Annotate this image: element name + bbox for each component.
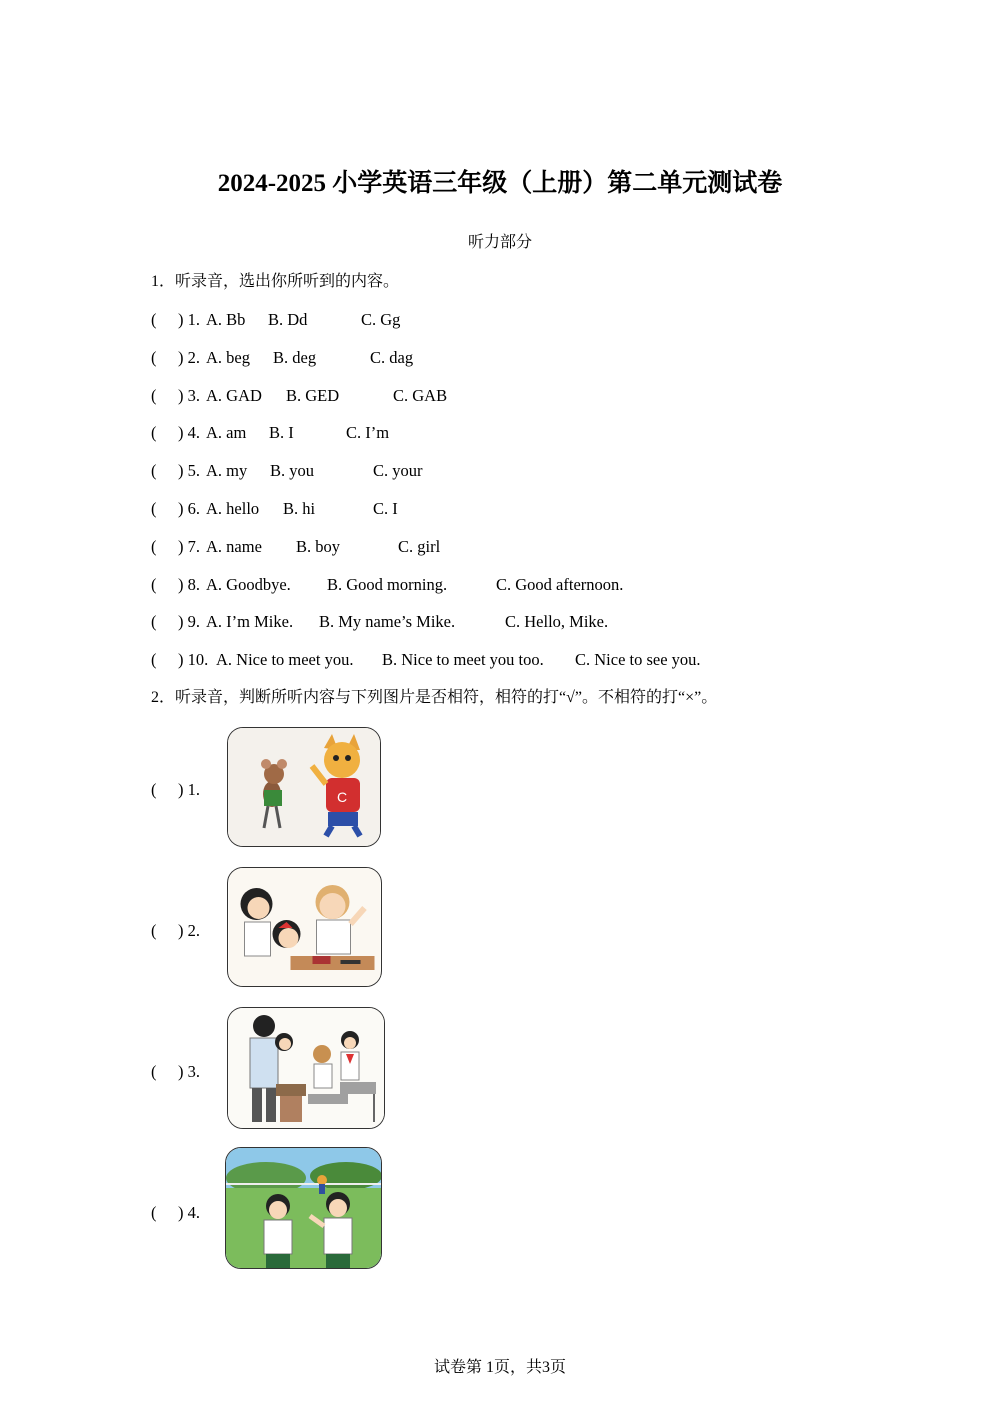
answer-paren: ( [151,650,157,669]
question-2-instruction: 2．听录音，判断所听内容与下列图片是否相符，相符的打“√”。不相符的打“×”。 [151,689,718,706]
option-b: B. Good morning. [327,575,448,594]
item-number: ) 1. [178,780,200,799]
item-number: ) 4. [178,423,200,442]
answer-paren: ( [151,1062,157,1081]
option-b: B. Nice to meet you too. [382,650,544,669]
q2-item-3 [151,1007,451,1131]
item-number: ) 2. [178,921,200,940]
option-a: A. my [206,461,248,480]
option-c: C. your [373,461,423,480]
option-b: B. you [270,461,315,480]
q2-item-2 [151,867,451,989]
option-c: C. girl [398,537,441,556]
answer-paren: ( [151,423,157,442]
option-b: B. I [269,423,294,442]
option-a: A. GAD [206,386,262,405]
answer-paren: ( [151,461,157,480]
option-c: C. I [373,499,398,518]
answer-paren: ( [151,348,157,367]
option-b: B. boy [296,537,341,556]
answer-paren: ( [151,386,157,405]
answer-paren: ( [151,1203,157,1222]
q1-item-8 [151,573,911,597]
picture-illustration [226,1148,381,1268]
option-a: A. Nice to meet you. [216,650,354,669]
item-number: ) 3. [178,386,200,405]
answer-paren: ( [151,921,157,940]
option-a: A. I’m Mike. [206,612,294,631]
option-c: C. I’m [346,423,390,442]
item-number: ) 7. [178,537,200,556]
option-a: A. Bb [206,310,246,329]
q1-item-2 [151,346,911,370]
teacher-and-students-picture [227,1007,385,1129]
option-c: C. dag [370,348,414,367]
item-number: ) 9. [178,612,200,631]
option-c: C. Gg [361,310,401,329]
page-footer: 试卷第 1页，共3页 [433,1359,566,1376]
answer-paren: ( [151,310,157,329]
q2-item-4 [151,1147,451,1271]
svg-text:C: C [337,789,348,805]
item-number: ) 3. [178,1062,200,1081]
cat-and-mouse-greeting-picture [227,727,381,847]
exam-title: 2024-2025 小学英语三年级（上册）第二单元测试卷 [217,170,783,197]
option-c: C. GAB [393,386,448,405]
item-number: ) 6. [178,499,200,518]
item-number: ) 2. [178,348,200,367]
option-a: A. beg [206,348,250,367]
item-number: ) 5. [178,461,200,480]
answer-paren: ( [151,612,157,631]
item-number: ) 4. [178,1203,200,1222]
answer-paren: ( [151,537,157,556]
section-title: 听力部分 [467,232,532,251]
option-a: A. Goodbye. [206,575,291,594]
picture-illustration [228,728,380,846]
question-1-instruction: 1．听录音，选出你所听到的内容。 [151,273,400,290]
q1-item-5 [151,459,911,483]
option-b: B. hi [283,499,316,518]
q1-item-4 [151,421,911,445]
option-c: C. Nice to see you. [575,650,701,669]
option-b: B. deg [273,348,317,367]
option-c: C. Hello, Mike. [505,612,609,631]
answer-paren: ( [151,499,157,518]
q2-item-1 [151,727,451,849]
option-b: B. Dd [268,310,308,329]
item-number: ) 1. [178,310,200,329]
picture-illustration [228,1008,384,1128]
picture-illustration [228,868,381,986]
answer-paren: ( [151,780,157,799]
option-a: A. am [206,423,247,442]
boys-meeting-outdoors-picture [225,1147,382,1269]
q1-item-7 [151,535,911,559]
classroom-greeting-picture [227,867,382,987]
option-b: B. My name’s Mike. [319,612,456,631]
answer-paren: ( [151,575,157,594]
q1-item-1 [151,308,911,332]
q1-item-6 [151,497,911,521]
item-number: ) 8. [178,575,200,594]
option-b: B. GED [286,386,340,405]
q1-item-3 [151,384,911,408]
option-a: A. hello [206,499,260,518]
option-a: A. name [206,537,262,556]
q1-item-10 [151,648,911,672]
item-number: ) 10. [178,650,209,669]
option-c: C. Good afternoon. [496,575,624,594]
q1-item-9 [151,610,911,634]
